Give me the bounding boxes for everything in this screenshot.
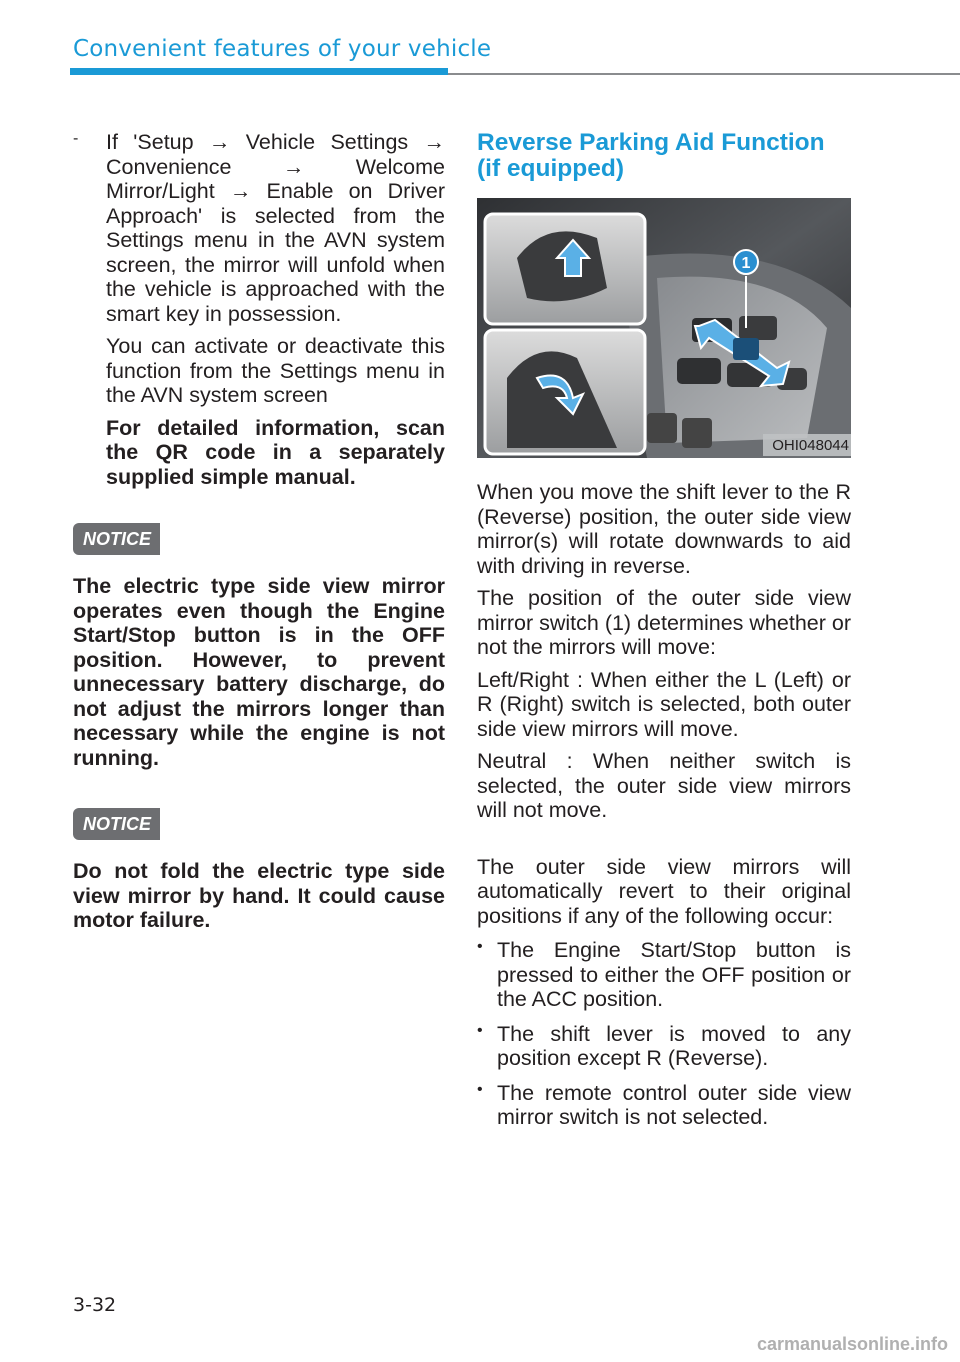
watermark: carmanualsonline.info: [756, 1334, 948, 1354]
bullet-dot: •: [477, 938, 483, 955]
bullet-item: [477, 1081, 851, 1130]
bullet-item: [477, 938, 851, 1012]
bullet-item: [477, 1022, 851, 1071]
left-right-paragraph: Left/Right : When either the L (Left) or R (Right) switch is selected, both outer side view mirrors will move.: [477, 667, 851, 741]
mirror-switch-figure: [477, 198, 851, 458]
bullet-dot: •: [477, 1021, 483, 1039]
page-number: 3-32: [73, 1294, 117, 1316]
section-header-title: Convenient features of your vehicle: [73, 36, 492, 62]
notice-text-1: The electric type side view mirror operates even though the Engine Start/Stop button is in the OFF position. However, to prevent unnecessary battery discharge, do not adjust the mirrors longer than necessary while the engine is not running.: [73, 574, 445, 770]
setup-dash-item: [73, 130, 445, 326]
header-accent-bar: [70, 68, 448, 75]
bullet-text: The shift lever is moved to any position except R (Reverse).: [497, 1021, 851, 1070]
notice-text-2: Do not fold the electric type side view mirror by hand. It could cause motor failure.: [73, 859, 445, 932]
callout-number: 1: [741, 255, 751, 272]
activate-paragraph: You can activate or deactivate this function from the Settings menu in the AVN system screen: [106, 334, 445, 407]
revert-intro-paragraph: The outer side view mirrors will automatically revert to their original positions if any of the following occur:: [477, 854, 851, 928]
figure-code: OHI048044: [772, 437, 849, 454]
bullet-text: The Engine Start/Stop button is pressed to either the OFF position or the ACC position.: [497, 938, 851, 1011]
bullet-text: The remote control outer side view mirror switch is not selected.: [497, 1080, 851, 1129]
notice-label-1: NOTICE: [73, 523, 160, 555]
reverse-intro-paragraph: When you move the shift lever to the R (Reverse) position, the outer side view mirror(s) will rotate downwards to aid with driving in reverse.: [477, 480, 851, 578]
neutral-paragraph: Neutral : When neither switch is selected, the outer side view mirrors will not move.: [477, 749, 851, 822]
header-rule: [448, 73, 960, 75]
notice-badge-1: [73, 523, 445, 557]
notice-badge-2: [73, 808, 445, 842]
right-column: [477, 130, 851, 1130]
mirror-switch-illustration: [477, 198, 851, 458]
section-title-line2: (if equipped): [477, 155, 624, 182]
left-column: [73, 130, 445, 933]
dash-marker: -: [73, 130, 79, 147]
section-title-line1: Reverse Parking Aid Function: [477, 129, 825, 156]
bullet-dot: •: [477, 1080, 483, 1098]
notice-label-2: NOTICE: [73, 808, 160, 840]
switch-position-paragraph: The position of the outer side view mirror switch (1) determines whether or not the mirrors will move:: [477, 586, 851, 659]
setup-path-text: If 'Setup → Vehicle Settings → Convenience → Welcome Mirror/Light → Enable on Driver Approach' is selected from the Settings menu in the AVN system screen, the mirror will unfold when the vehicle is approached with the smart key in possession.: [106, 130, 445, 326]
qr-code-paragraph: For detailed information, scan the QR code in a separately supplied simple manual.: [106, 415, 445, 489]
